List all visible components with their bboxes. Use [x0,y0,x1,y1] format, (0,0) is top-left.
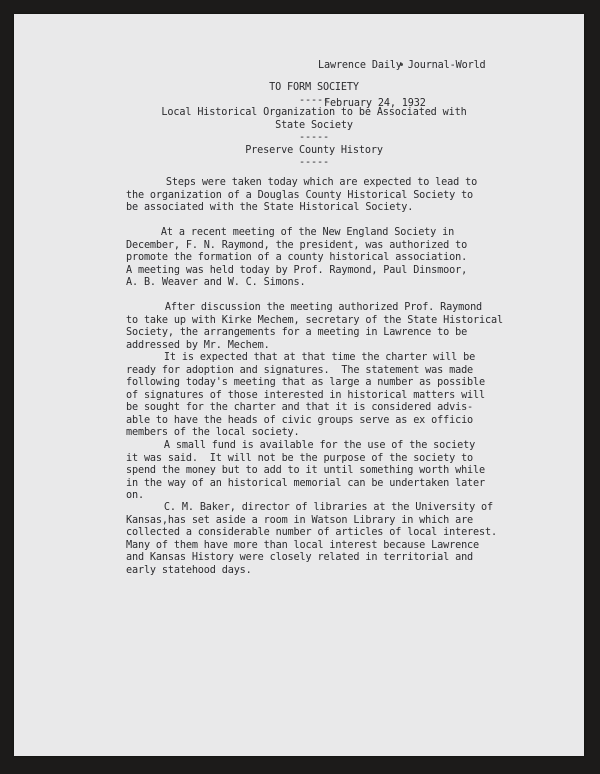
paragraph-line: Society, the arrangements for a meeting in Lawrence to be [126,327,468,338]
paragraph-line: A meeting was held today by Prof. Raymond, Paul Dinsmoor, [126,264,468,276]
paragraph-line: of signatures of those interested in historical matters will [126,389,486,401]
paragraph-line: December, F. N. Raymond, the president, was authorized to [126,239,468,251]
paragraph-line: following today's meeting that as large a number as possible [126,377,486,388]
paragraph-line: be associated with the State Historical Society. [126,202,414,213]
article-paragraph [126,227,471,290]
publication-name: Lawrence Daily Journal-World [318,60,486,71]
paragraph-line: C. M. Baker, director of libraries at the University of [134,502,494,513]
headline-title: TO FORM SOCIETY [269,82,359,93]
paragraph-line: At a recent meeting of the New England Society in [131,227,455,238]
headline-separator: ----- [299,132,329,143]
publication-date: February 24, 1932 [324,97,426,109]
article-paragraph [126,177,478,215]
paragraph-line: in the way of an historical memorial can be undertaken later [126,477,486,489]
subheadline-secondary: Preserve County History [245,144,383,156]
headline-separator: ----- [299,94,329,106]
paragraph-line: to take up with Kirke Mechem, secretary of the State Historical [126,314,503,326]
article-paragraph [126,440,489,503]
paragraph-line: collected a considerable number of articles of local interest. [126,527,497,538]
paragraph-line: addressed by Mr. Mechem. [126,339,270,351]
paragraph-line: Kansas,has set aside a room in Watson Library in which are [126,514,474,526]
article-paragraph [126,352,489,440]
paragraph-line: A. B. Weaver and W. C. Simons. [126,277,306,288]
paragraph-line: the organization of a Douglas County Historical Society to [126,189,474,201]
paragraph-line: spend the money but to add to it until something worth while [126,465,486,476]
paragraph-line: be sought for the charter and that it is considered advis- [126,402,474,413]
article-paragraph [126,302,507,352]
paragraph-line: it was said. It will not be the purpose of the society to [126,452,474,464]
paragraph-line: Steps were taken today which are expected to lead to [136,177,478,188]
paragraph-line: members of the local society. [126,427,300,438]
paragraph-line: ready for adoption and signatures. The statement was made [126,364,474,376]
paragraph-line: Many of them have more than local interest because Lawrence [126,539,480,551]
paragraph-line: early statehood days. [126,564,252,576]
subheadline-line: State Society [275,119,353,131]
paragraph-line: A small fund is available for the use of the society [134,440,476,451]
paragraph-line: able to have the heads of civic groups serve as ex officio [126,414,474,426]
paragraph-line: promote the formation of a county historical association. [126,252,468,263]
paragraph-line: After discussion the meeting authorized Prof. Raymond [135,302,483,313]
headline-separator: ----- [299,157,329,168]
subheadline-line: Local Historical Organization to be Associated with [161,107,467,118]
paragraph-line: It is expected that at that time the charter will be [134,352,476,363]
document-page [14,14,584,756]
headline-block [34,82,594,170]
article-paragraph [126,502,501,577]
paragraph-line: and Kansas History were closely related in territorial and [126,552,474,563]
paragraph-line: on. [126,490,144,501]
